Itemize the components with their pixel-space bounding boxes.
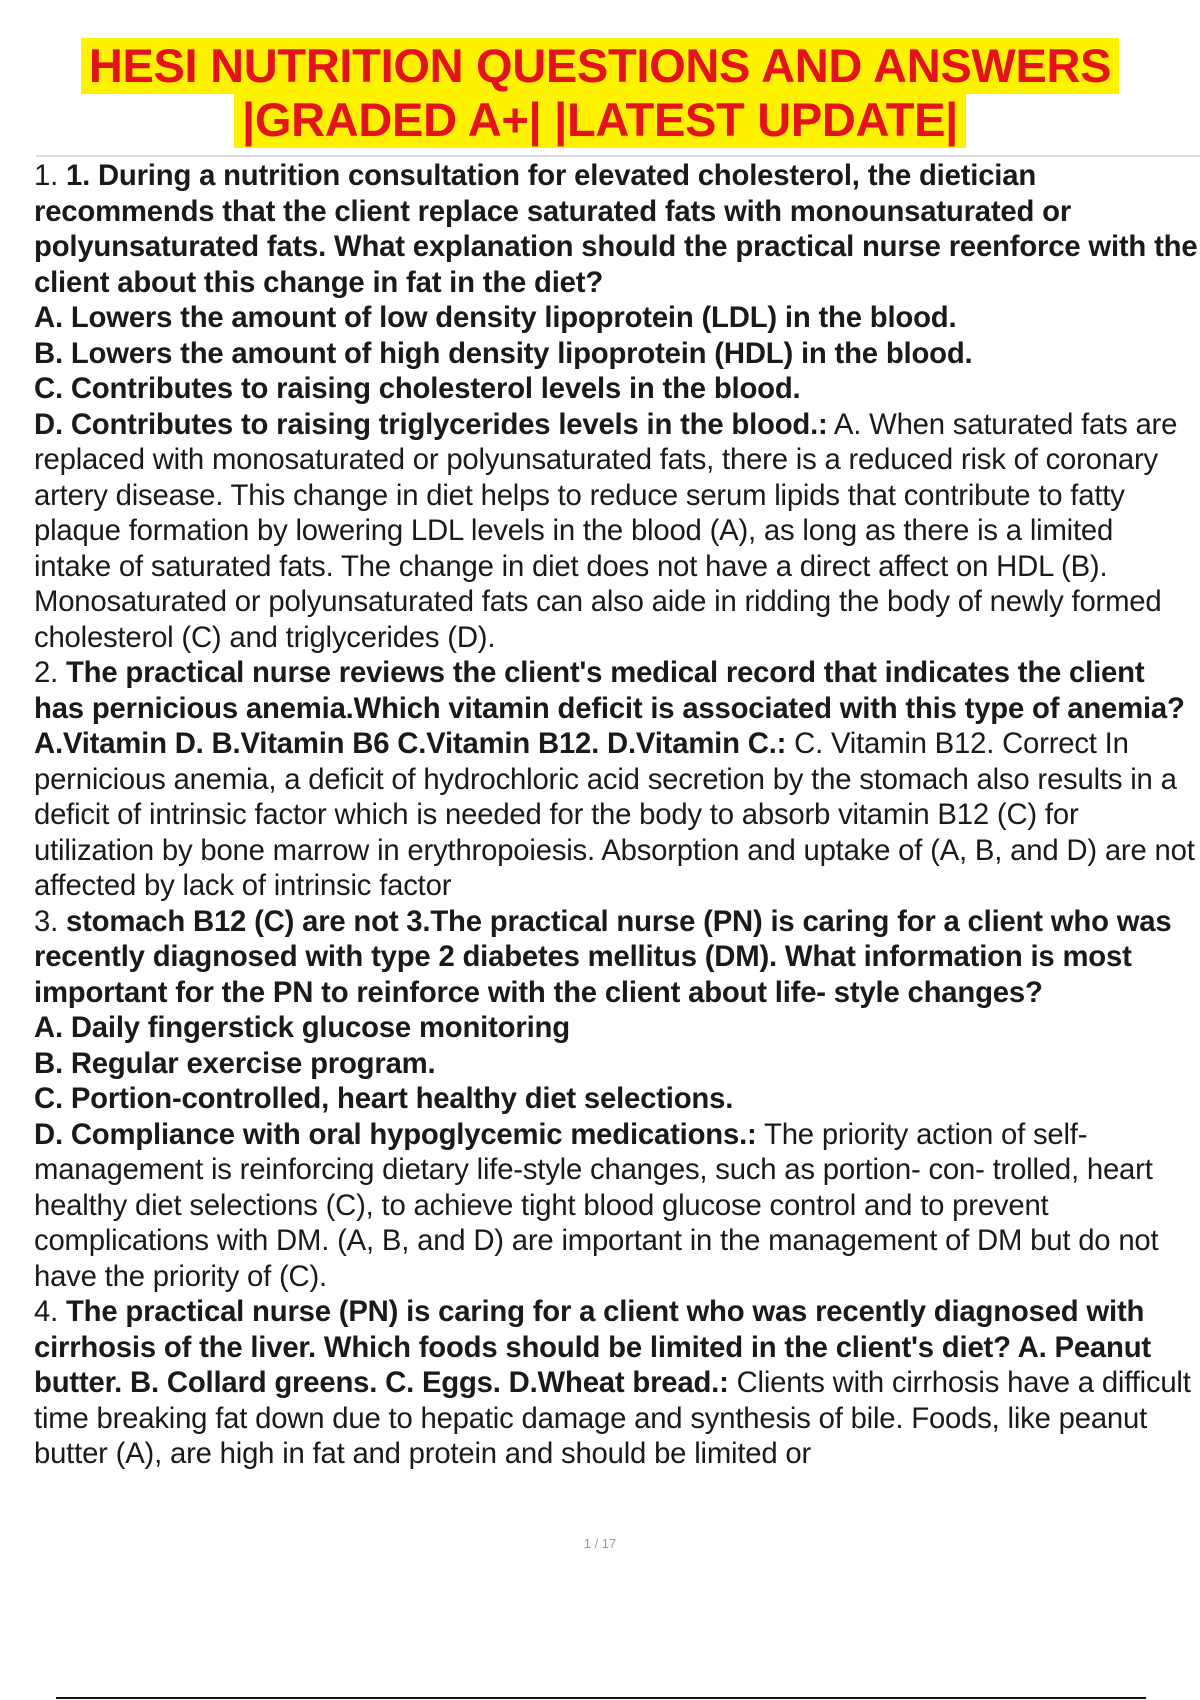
- question-3-option-d-and-answer: [34, 1117, 1198, 1295]
- question-4-text: The practical nurse (PN) is caring for a client who was recently diagnosed with cirrhosis of the liver. Which foods should be limited in the client's diet? A. Peanut butter. B. Collard greens. C. Eggs. D.Wheat bread.:: [34, 1295, 1151, 1399]
- question-1-option-d: D. Contributes to raising triglycerides levels in the blood.:: [34, 407, 828, 441]
- document-body: [34, 158, 1198, 1472]
- page-number: 1 / 17: [583, 1536, 617, 1551]
- question-1-number: 1.: [34, 159, 66, 192]
- question-2-text: The practical nurse reviews the client's medical record that indicates the client has pernicious anemia.Which vitamin deficit is associated with this type of anemia? A.Vitamin D. B.Vitamin B6 C.Vitamin B12. D.Vitamin C.:: [34, 656, 1185, 760]
- question-3-text: stomach B12 (C) are not 3.The practical nurse (PN) is caring for a client who was recently diagnosed with type 2 diabetes mellitus (DM). What information is most important for the PN to reinforce with the client about life- style changes?: [34, 904, 1172, 1009]
- question-3-option-c: C. Portion-controlled, heart healthy diet selections.: [34, 1082, 734, 1115]
- question-3-option-d: D. Compliance with oral hypoglycemic medications.:: [34, 1117, 757, 1151]
- question-1-option-d-and-answer: [34, 407, 1198, 656]
- question-4: [34, 1294, 1198, 1472]
- question-1-stem: [34, 158, 1198, 300]
- title-divider: [36, 155, 1200, 157]
- question-4-number: 4.: [34, 1295, 66, 1328]
- title-line-2: |GRADED A+| |LATEST UPDATE|: [234, 92, 966, 148]
- question-3-option-b: B. Regular exercise program.: [34, 1046, 436, 1080]
- question-2-number: 2.: [34, 656, 66, 689]
- question-1-option-a: A. Lowers the amount of low density lipoprotein (LDL) in the blood.: [34, 301, 957, 334]
- question-1-option-c: C. Contributes to raising cholesterol levels in the blood.: [34, 372, 801, 405]
- question-1-text: 1. During a nutrition consultation for elevated cholesterol, the dietician recommends that the client replace saturated fats with monounsaturated or polyunsaturated fats. What explanation should the practical nurse reenforce with the client about this change in fat in the diet?: [34, 159, 1198, 299]
- question-3-number: 3.: [34, 904, 66, 938]
- question-3-stem: [34, 904, 1198, 1011]
- document-title: [0, 38, 1200, 148]
- title-line-1: HESI NUTRITION QUESTIONS AND ANSWERS: [81, 38, 1119, 94]
- question-2-answer: C. Vitamin B12. Correct In pernicious anemia, a deficit of hydrochloric acid secretion by the stomach also results in a deficit of intrinsic factor which is needed for the body to absorb vitamin B12 (C) for utilization by bone marrow in erythropoiesis. Absorption and uptake of (A, B, and D) are not affected by lack of intrinsic factor: [34, 727, 1195, 902]
- question-3-option-a: A. Daily fingerstick glucose monitoring: [34, 1011, 570, 1044]
- question-2: [34, 655, 1198, 904]
- question-4-answer: Clients with cirrhosis have a difficult time breaking fat down due to hepatic damage and synthesis of bile. Foods, like peanut butter (A), are high in fat and protein and should be limited or: [34, 1366, 1191, 1470]
- footer-divider: [56, 1697, 1146, 1699]
- question-1-answer: A. When saturated fats are replaced with monosaturated or polyunsaturated fats, there is a reduced risk of coronary artery disease. This change in diet helps to reduce serum lipids that contribute to fatty plaque formation by lowering LDL levels in the blood (A), as long as there is a limited intake of saturated fats. The change in diet does not have a direct affect on HDL (B). Monosaturated or polyunsaturated fats can also aide in ridding the body of newly formed cholesterol (C) and triglycerides (D).: [34, 407, 1178, 654]
- question-3-answer: The priority action of self-management is reinforcing dietary life-style changes, such as portion- con- trolled, heart healthy diet selections (C), to achieve tight blood glucose control and to prevent complications with DM. (A, B, and D) are important in the management of DM but do not have the priority of (C).: [34, 1117, 1159, 1293]
- question-1-option-b: B. Lowers the amount of high density lipoprotein (HDL) in the blood.: [34, 336, 973, 370]
